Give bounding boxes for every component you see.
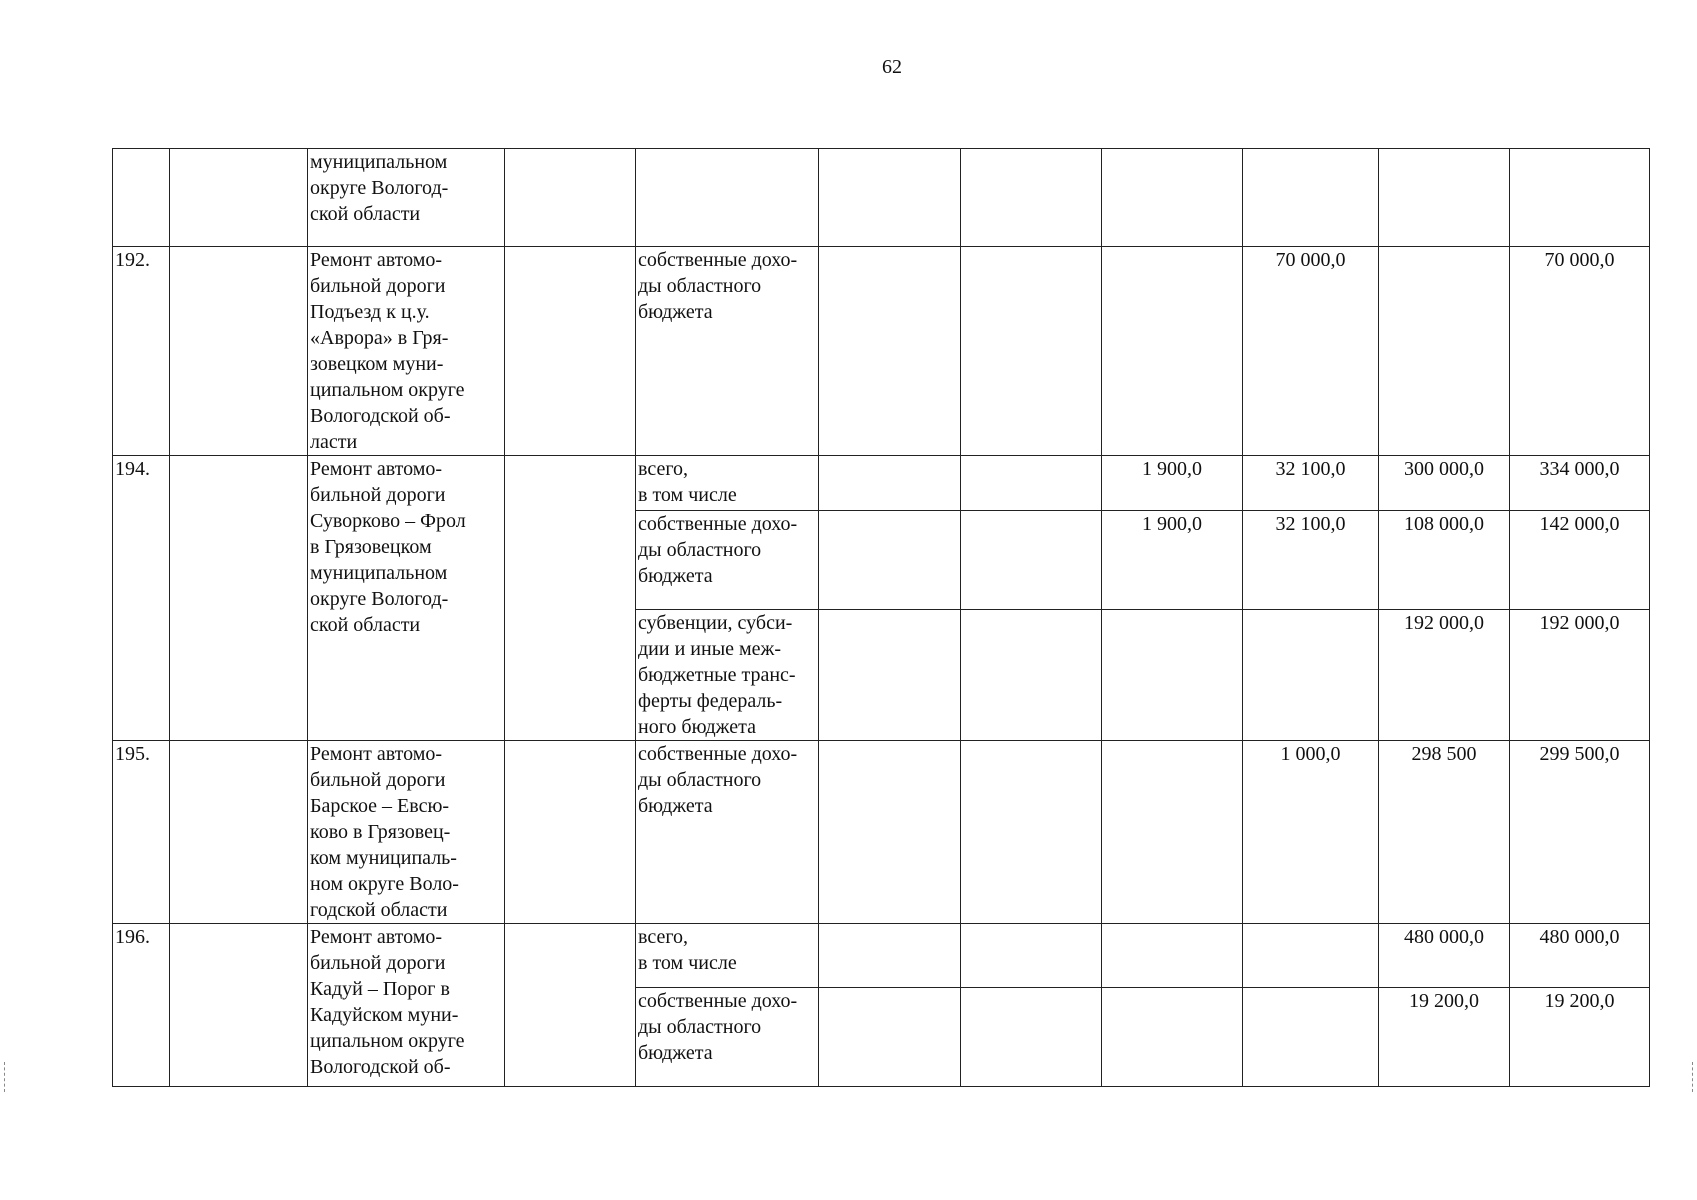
amount-cell [1243,924,1379,988]
amount-cell [1243,610,1379,741]
blank-cell [170,924,308,1087]
amount-cell [1102,610,1243,741]
blank-cell [170,741,308,924]
amount-cell [819,247,961,456]
amount-cell: 1 900,0 [1102,511,1243,610]
amount-cell: 32 100,0 [1243,511,1379,610]
object-name: Ремонт автомо- бильной дороги Барское – Евсю- ково в Грязовец- ком муниципаль- ном округе Воло- годской области [308,741,505,924]
blank-cell [505,741,636,924]
amount-cell [819,988,961,1087]
amount-cell: 192 000,0 [1379,610,1510,741]
blank-cell [170,456,308,741]
row-number: 195. [113,741,170,924]
amount-cell: 32 100,0 [1243,456,1379,511]
amount-cell [1102,149,1243,247]
object-name: Ремонт автомо- бильной дороги Суворково – Фрол в Грязовецком муниципальном округе Вологод- ской области [308,456,505,741]
amount-cell: 142 000,0 [1510,511,1650,610]
funding-source: субвенции, субси- дии и иные меж- бюджетные транс- ферты федераль- ного бюджета [636,610,819,741]
amount-cell: 1 000,0 [1243,741,1379,924]
scan-edge-mark-left [4,1062,8,1092]
amount-cell [1102,247,1243,456]
amount-cell [819,924,961,988]
amount-cell [819,149,961,247]
budget-table [112,148,1650,1087]
amount-cell: 1 900,0 [1102,456,1243,511]
page-number: 62 [882,56,902,78]
amount-cell [961,511,1102,610]
amount-cell: 70 000,0 [1243,247,1379,456]
amount-cell: 108 000,0 [1379,511,1510,610]
table-row [113,924,1650,988]
amount-cell [961,610,1102,741]
object-name: Ремонт автомо- бильной дороги Кадуй – Порог в Кадуйском муни- ципальном округе Вологодской об- [308,924,505,1087]
amount-cell [819,511,961,610]
amount-cell: 334 000,0 [1510,456,1650,511]
funding-source: собственные дохо- ды областного бюджета [636,511,819,610]
amount-cell [819,610,961,741]
row-number: 194. [113,456,170,741]
blank-cell [170,149,308,247]
amount-cell [961,988,1102,1087]
amount-cell: 192 000,0 [1510,610,1650,741]
amount-cell [961,456,1102,511]
amount-cell [1379,247,1510,456]
amount-cell [819,741,961,924]
blank-cell [505,456,636,741]
object-name: муниципальном округе Вологод- ской области [308,149,505,247]
amount-cell [961,741,1102,924]
object-name: Ремонт автомо- бильной дороги Подъезд к ц.у. «Аврора» в Гря- зовецком муни- ципальном округе Вологодской об- ласти [308,247,505,456]
amount-cell: 300 000,0 [1379,456,1510,511]
amount-cell: 19 200,0 [1379,988,1510,1087]
table-row [113,149,1650,247]
amount-cell [961,924,1102,988]
blank-cell [170,247,308,456]
table-row [113,247,1650,456]
amount-cell [1243,149,1379,247]
funding-source: собственные дохо- ды областного бюджета [636,247,819,456]
blank-cell [505,149,636,247]
table-row [113,741,1650,924]
amount-cell: 480 000,0 [1379,924,1510,988]
amount-cell [1510,149,1650,247]
blank-cell [505,247,636,456]
amount-cell: 299 500,0 [1510,741,1650,924]
table-row [113,456,1650,511]
funding-source: всего, в том числе [636,456,819,511]
amount-cell [1379,149,1510,247]
amount-cell: 70 000,0 [1510,247,1650,456]
scan-edge-mark-right [1692,1062,1696,1092]
funding-source: собственные дохо- ды областного бюджета [636,988,819,1087]
row-number: 196. [113,924,170,1087]
funding-source: всего, в том числе [636,924,819,988]
blank-cell [505,924,636,1087]
funding-source: собственные дохо- ды областного бюджета [636,741,819,924]
amount-cell: 19 200,0 [1510,988,1650,1087]
amount-cell [1102,741,1243,924]
row-number [113,149,170,247]
funding-source [636,149,819,247]
amount-cell [1102,924,1243,988]
amount-cell [961,149,1102,247]
amount-cell: 480 000,0 [1510,924,1650,988]
table-body [113,149,1650,1087]
amount-cell [961,247,1102,456]
amount-cell: 298 500 [1379,741,1510,924]
amount-cell [1243,988,1379,1087]
amount-cell [819,456,961,511]
row-number: 192. [113,247,170,456]
amount-cell [1102,988,1243,1087]
